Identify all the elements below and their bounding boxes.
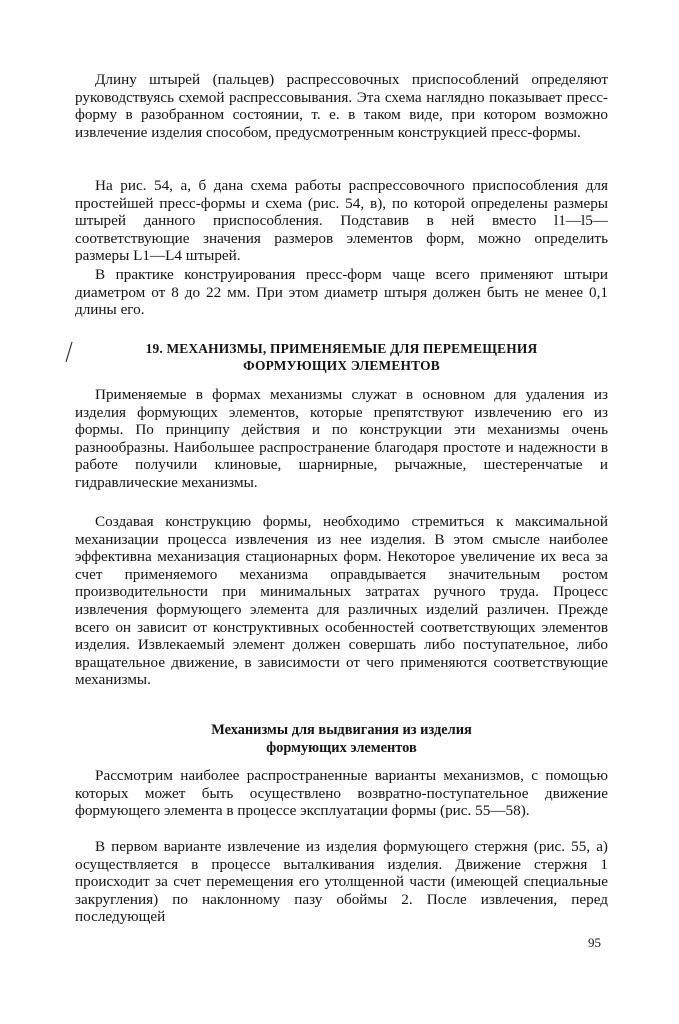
paragraph-mechanization: Создавая конструкцию формы, необходимо стремиться к максимальной механизации процесса извлечения из нее изделия. В этом смысле наиболее эффективна механизация стационарных форм. Некоторое увеличение их веса за счет применяемого механизма оправдывается значительным ростом производительности при минимальных затратах ручного труда. Процесс извлечения формующего элемента для различных изделий различен. Прежде всего он зависит от конструктивных особенностей соответствующих элементов изделия. Извлекаемый элемент должен совершать либо поступательное, либо вращательное движение, в зависимости от чего применяются соответствующие механизмы. (75, 513, 608, 689)
paragraph-variants: Рассмотрим наиболее распространенные варианты механизмов, с помощью которых может быть осуществлено возвратно-поступательное движение формующего элемента в процессе эксплуатации формы (рис. 55—58). (75, 767, 608, 820)
subheading (75, 722, 608, 757)
page-number: 95 (588, 935, 601, 950)
paragraph-first-variant: В первом варианте извлечение из изделия формующего стержня (рис. 55, а) осуществляется в процессе выталкивания изделия. Движение стержня 1 происходит за счет перемещения его утолщенной части (имеющей специальные закругления) по наклонному пазу обоймы 2. После извлечения, перед последующей (75, 838, 608, 926)
paragraph-mechanisms-intro: Применяемые в формах механизмы служат в основном для удаления из изделия формующих элементов, которые препятствуют извлечению его из формы. По принципу действия и по конструкции эти механизмы очень разнообразны. Наибольшее распространение благодаря простоте и надежности в работе получили клиновые, шарнирные, рычажные, шестеренчатые и гидравлические механизмы. (75, 386, 608, 491)
section-heading-line-2: ФОРМУЮЩИХ ЭЛЕМЕНТОВ (243, 358, 440, 373)
paragraph-pin-diameter: В практике конструирования пресс-форм чаще всего применяют штыри диаметром от 8 до 22 мм. При этом диаметр штыря должен быть не менее 0,1 длины его. (75, 266, 608, 319)
section-heading (75, 340, 608, 374)
paragraph-fig-54: На рис. 54, а, б дана схема работы распрессовочного приспособления для простейшей пресс-формы и схема (рис. 54, в), по которой определены размеры штырей данного приспособления. Подставив в ней вместо l1—l5—соответствующие значения размеров элементов форм, можно определить размеры L1—L4 штырей. (75, 177, 608, 265)
section-heading-line-1: 19. МЕХАНИЗМЫ, ПРИМЕНЯЕМЫЕ ДЛЯ ПЕРЕМЕЩЕНИЯ (145, 341, 538, 356)
subheading-line-1: Механизмы для выдвигания из изделия (211, 722, 472, 738)
paragraph-pin-length: Длину штырей (пальцев) распрессовочных приспособлений определяют руководствуясь схемой распрессовывания. Эта схема наглядно показывает пресс-форму в разобранном состоянии, т. е. в таком виде, при котором возможно извлечение изделия способом, предусмотренным конструкцией пресс-формы. (75, 71, 608, 141)
margin-pencil-mark (64, 340, 74, 364)
subheading-line-2: формующих элементов (266, 739, 417, 756)
